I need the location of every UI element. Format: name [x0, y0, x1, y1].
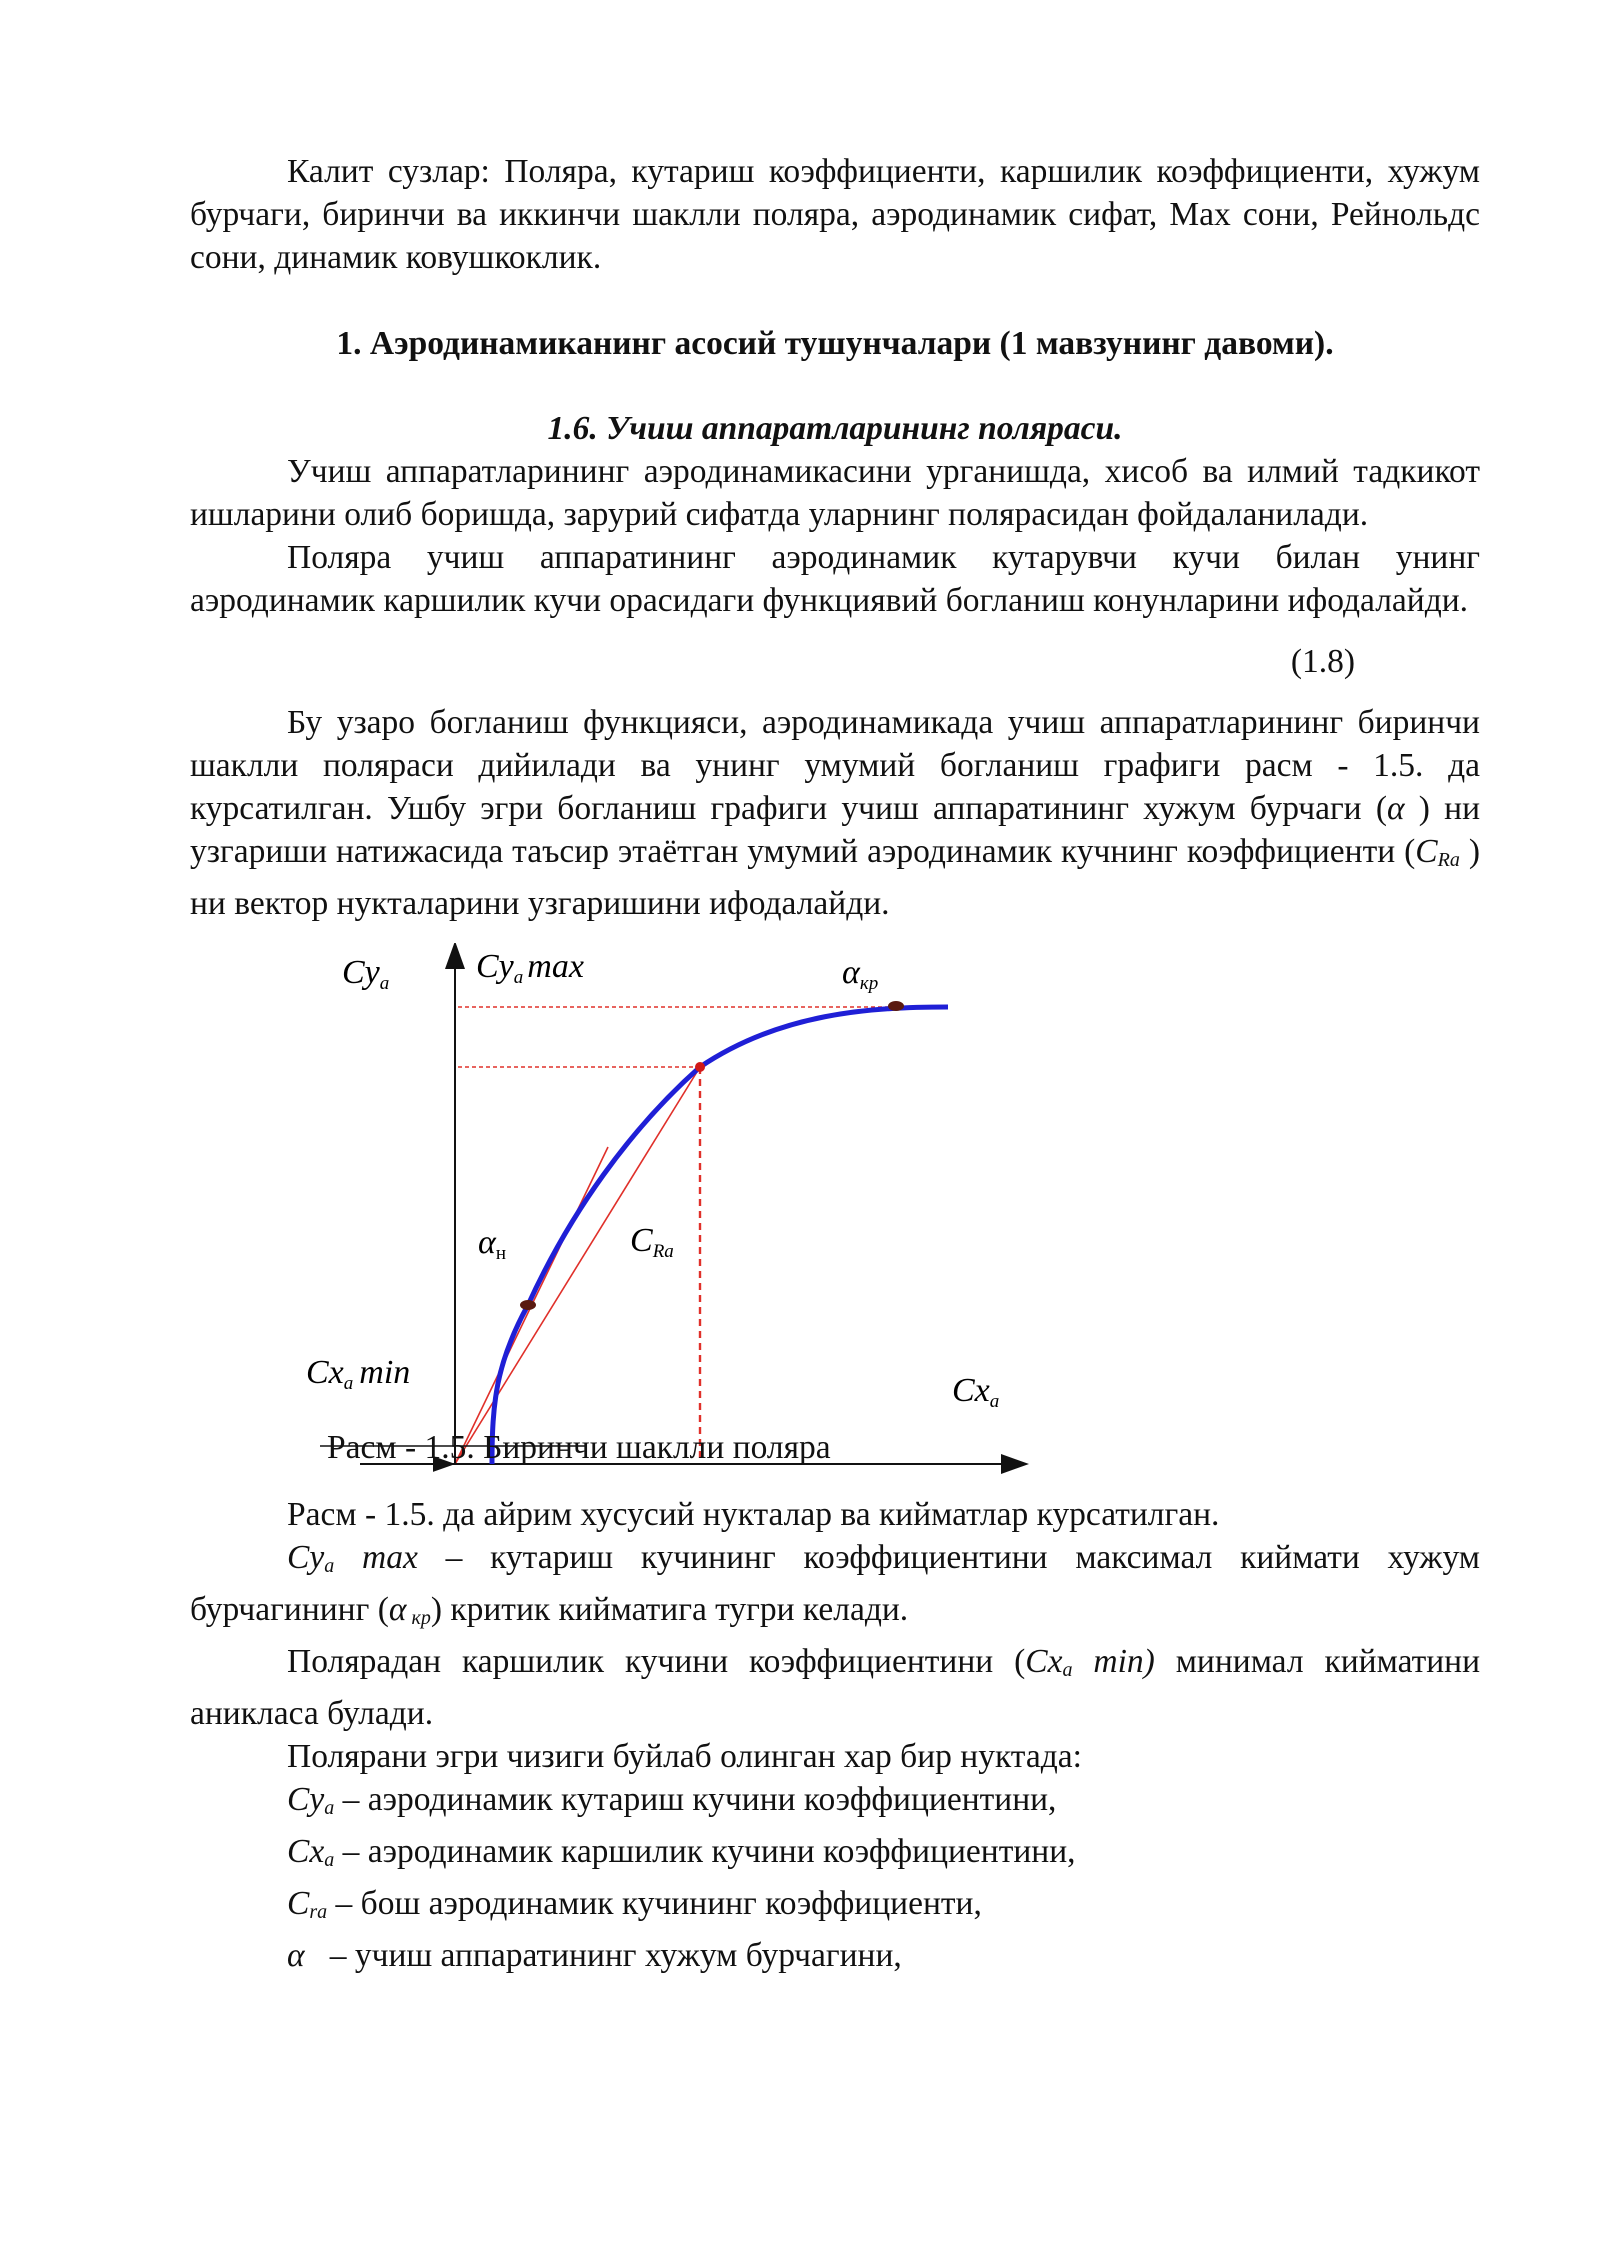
polar-chart — [190, 943, 1480, 1483]
point-alpha-n — [520, 1300, 536, 1310]
paragraph-2: Поляра учиш аппаратининг аэродинамик кутарувчи кучи билан унинг аэродинамик каршилик кучи орасидаги функциявий богланиш конунларини ифодалайди. — [190, 539, 1480, 619]
polar-curve — [492, 1007, 948, 1464]
paragraph-3: Бу узаро богланиш функцияси, аэродинамикада учиш аппаратларининг биринчи шаклли поляраси дийилади ва унинг умумий богланиш графиги расм - 1.5. да курсатилган. Ушбу эгри богланиш графиги учиш аппаратининг хужум бурчаги (α ) ни узгариши натижасида таъсир этаётган умумий аэродинамик кучнинг коэффициенти ($C_{Ra}$ ) ни вектор нукталарини узгаришини ифодалайди. — [190, 704, 1481, 922]
figure-caption: Расм - 1.5. Биринчи шаклли поляра — [327, 1429, 831, 1466]
definition-item: α – учиш аппаратининг хужум бурчагини, — [287, 1937, 902, 1974]
label-cya-max: Cya max — [476, 948, 584, 988]
label-cra: CRa — [630, 1222, 674, 1262]
paragraph-after-4: Полярани эгри чизиги буйлаб олинган хар бир нуктада: — [287, 1738, 1082, 1775]
point-alpha-kr — [888, 1001, 904, 1011]
label-alpha-n: αн — [478, 1224, 507, 1264]
paragraph-after-3: Полярадан каршилик кучини коэффициентини ($Cx_a$ min) минимал кийматини аникласа булади. — [190, 1643, 1481, 1732]
document-page — [190, 150, 1480, 1977]
polar-figure — [190, 943, 1480, 1483]
label-alpha-kr: αкр — [842, 954, 879, 994]
subsection-heading: 1.6. Учиш аппаратларининг поляраси. — [547, 410, 1123, 447]
label-cxa-min: Cxa min — [306, 1354, 411, 1394]
keywords-paragraph: Калит сузлар: Поляра, кутариш коэффициенти, каршилик коэффициенти, хужум бурчаги, биринчи ва иккинчи шаклли поляра, аэродинамик сифат, Max сони, Рейнольдс сони, динамик ковушкоклик. — [190, 153, 1480, 276]
equation-number: (1.8) — [1290, 643, 1355, 680]
definition-item: $Cy_a$ – аэродинамик кутариш кучини коэффициентини, — [287, 1781, 1057, 1819]
definition-list — [190, 1778, 1480, 1977]
label-cya: Cya — [342, 954, 390, 994]
cra-vector-line — [455, 1067, 700, 1464]
definition-item: $Cx_a$ – аэродинамик каршилик кучини коэффициентини, — [287, 1833, 1076, 1871]
point-upper — [695, 1062, 705, 1072]
definition-item: $C_{ra}$ – бош аэродинамик кучининг коэффициенти, — [287, 1885, 982, 1923]
paragraph-after-2: $Cy_a$ max – кутариш кучининг коэффициентини максимал киймати хужум бурчагининг (α $_{кр}$) критик кийматига тугри келади. — [190, 1539, 1480, 1629]
section-heading: 1. Аэродинамиканинг асосий тушунчалари (1 мавзунинг давоми). — [336, 325, 1334, 362]
paragraph-after-1: Расм - 1.5. да айрим хусусий нукталар ва кийматлар курсатилган. — [287, 1496, 1220, 1533]
guide-lines — [320, 1007, 895, 1464]
paragraph-1: Учиш аппаратларининг аэродинамикасини урганишда, хисоб ва илмий тадкикот ишларини олиб боришда, зарурий сифатда уларнинг полярасидан фойдаланилади. — [190, 453, 1480, 533]
label-cxa: Cxa — [952, 1372, 1000, 1412]
